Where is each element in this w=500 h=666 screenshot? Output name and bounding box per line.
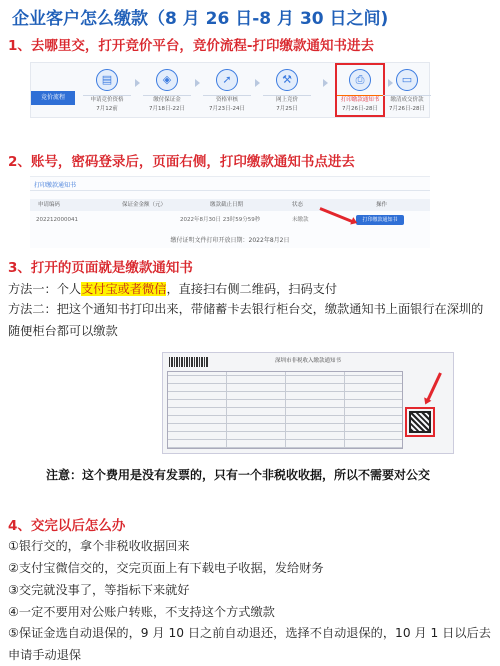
section-4-heading: 4、交完以后怎么办 [8,518,126,534]
process-step: ▭ 缴清成交价款 7月26日-28日 [383,69,431,113]
receipt-screenshot [162,352,454,454]
table-row: 202212000041 2022年8月30日 23时59分59秒 未缴款 [36,217,309,223]
process-label: 竞价流程 [31,91,75,105]
gavel-icon: ⚒ [276,69,298,91]
list-item: ④一定不要用对公账户转账，不支持这个方式缴款 [8,605,275,619]
card-icon: ▭ [396,69,418,91]
section-1-heading: 1、去哪里交，打开竞价平台，竞价流程-打印缴款通知书进去 [8,38,374,54]
section-2-heading: 2、账号，密码登录后，页面右侧，打印缴款通知书点进去 [8,154,355,170]
process-step: ⚒ 网上竞价 7月25日 [263,69,311,113]
arrow-icon [255,79,260,87]
payment-highlight: 支付宝或者微信 [81,282,167,296]
page-title: 企业客户怎么缴款（8 月 26 日-8 月 30 日之间) [12,9,389,29]
method-1: 方法一：个人支付宝或者微信，直接扫右侧二维码，扫码支付 [8,282,338,296]
process-step: ➚ 资格审核 7月23日-24日 [203,69,251,113]
highlight-box [405,407,435,437]
receipt-table [167,371,403,449]
notice-footer: 缴付证明文件打印开放日期：2022年8月2日 [170,237,290,244]
list-item: ①银行交的，拿个非税收收据回来 [8,539,190,553]
arrow-icon [195,79,200,87]
list-item: ⑤保证金选自动退保的，9 月 10 日之前自动退还，选择不自动退保的，10 月 1 日以后去申请手动退保 [8,626,491,662]
printer-icon: ⎙ [349,69,371,91]
process-step: ▤ 申请竞价资格 7月12前 [83,69,131,113]
method-2: 方法二：把这个通知书打印出来，带储蓄卡去银行柜台交，缴款通知书上面银行在深圳的随便柜台都可以缴款 [8,302,484,338]
barcode-icon [169,357,209,367]
document-icon: ▤ [96,69,118,91]
section-3-heading: 3、打开的页面就是缴款通知书 [8,260,193,276]
process-step-print[interactable]: ⎙ 打印缴款通知书 7月26日-28日 [336,69,384,113]
click-icon: ➚ [216,69,238,91]
list-item: ③交完就没事了，等指标下来就好 [8,583,190,597]
shield-icon: ◈ [156,69,178,91]
notice-bar-title: 打印缴款通知书 [30,181,430,191]
receipt-title: 深圳市非税收入缴款通知书 [274,358,341,364]
process-screenshot [30,62,430,118]
arrow-icon [135,79,140,87]
arrow-icon [426,372,441,400]
process-step: ◈ 缴付保证金 7月18日-22日 [143,69,191,113]
list-item: ②支付宝微信交的，交完页面上有下载电子收据，发给财务 [8,561,324,575]
print-notice-button[interactable]: 打印缴款通知书 [356,215,404,225]
table-header: 申请编码 保证金金额（元） 缴款截止日期 状态 操作 [30,199,430,211]
notice-screenshot [30,176,430,248]
highlight-box [335,63,385,117]
note-text: 注意：这个费用是没有发票的，只有一个非税收收据，所以不需要对公交 [46,468,431,482]
arrow-icon [323,79,328,87]
